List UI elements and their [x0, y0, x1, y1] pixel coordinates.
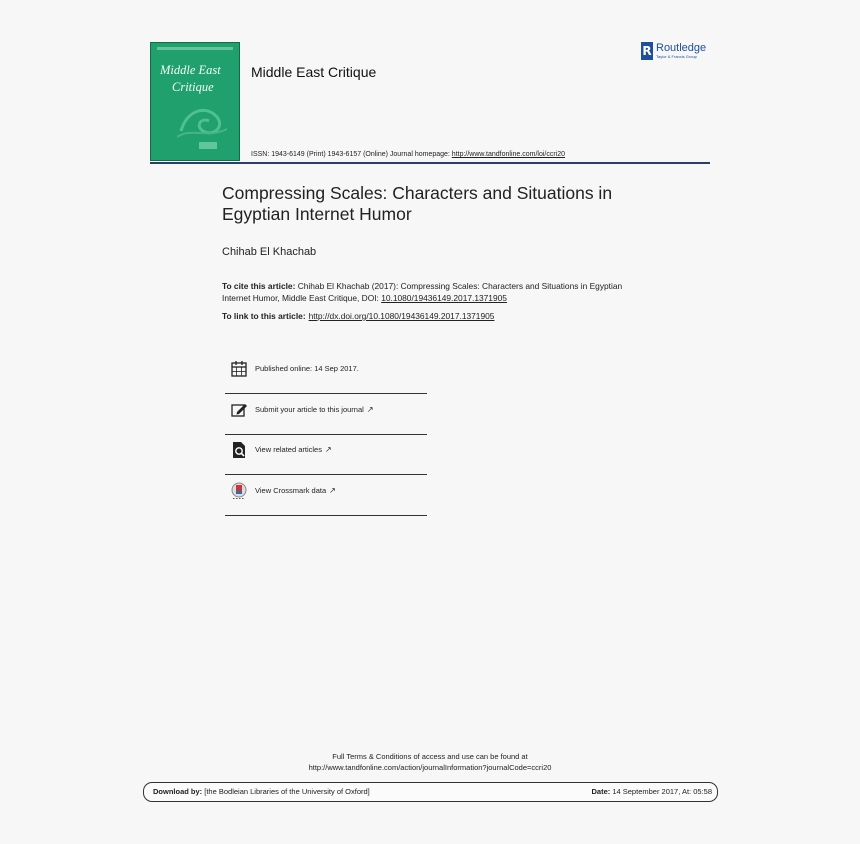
downloaded-value: [the Bodleian Libraries of the University of Oxford] [202, 787, 370, 796]
journal-cover-thumbnail [150, 42, 240, 161]
related-articles-item[interactable] [225, 441, 427, 481]
search-document-icon [230, 441, 248, 459]
cover-title-line2: Critique [172, 80, 214, 94]
article-doi-url[interactable]: http://dx.doi.org/10.1080/19436149.2017.1371905 [308, 311, 495, 321]
crossmark-item[interactable] [225, 482, 427, 522]
calendar-icon [230, 360, 248, 378]
action-divider [225, 474, 427, 475]
date-label: Date: [591, 787, 611, 796]
action-divider [225, 434, 427, 435]
doi-link[interactable]: 10.1080/19436149.2017.1371905 [381, 292, 507, 303]
crossmark-label[interactable] [255, 486, 336, 495]
issn-text: ISSN: 1943-6149 (Print) 1943-6157 (Online) Journal homepage: [251, 151, 452, 158]
external-link-icon: ↗ [324, 445, 332, 454]
crossmark-text: View Crossmark data [255, 486, 327, 495]
terms-line-1: Full Terms & Conditions of access and use can be found at [332, 752, 528, 761]
external-link-icon: ↗ [329, 486, 336, 495]
submit-article-label[interactable] [255, 405, 374, 414]
published-online-item [225, 360, 427, 400]
journal-homepage-link[interactable]: http://www.tandfonline.com/loi/ccri20 [451, 151, 566, 158]
cover-publisher-mark [199, 142, 217, 149]
external-link-icon: ↗ [366, 405, 374, 414]
citation-block [222, 281, 652, 304]
article-link-line [222, 311, 494, 321]
cover-top-band [157, 47, 233, 50]
article-author: Chihab El Khachab [222, 246, 317, 258]
crossmark-icon [230, 482, 248, 500]
related-articles-label[interactable] [255, 445, 332, 454]
issn-line [251, 151, 565, 158]
journal-name[interactable]: Middle East Critique [251, 64, 377, 80]
submit-article-item[interactable] [225, 401, 427, 441]
edit-icon [230, 401, 248, 419]
cover-ornament-icon [177, 101, 229, 141]
cite-text: Chihab El Khachab (2017): Compressing Scales: Characters and Situations in Egyptian Internet Humor, Middle East Critique, DOI: [222, 281, 623, 303]
article-title: Compressing Scales: Characters and Situations in Egyptian Internet Humor [222, 183, 613, 224]
publisher-logo[interactable] [641, 42, 713, 62]
download-date [591, 787, 712, 796]
terms-url[interactable]: http://www.tandfonline.com/action/journalInformation?journalCode=ccri20 [308, 763, 552, 772]
action-divider [225, 515, 427, 516]
downloaded-label: Download by: [153, 787, 203, 796]
published-online-label: Published online: 14 Sep 2017. [255, 364, 359, 373]
cover-title-line1: Middle East [160, 63, 221, 77]
related-articles-text: View related articles [255, 445, 322, 454]
download-info-bar [143, 782, 718, 802]
downloaded-by [153, 787, 370, 796]
date-value: 14 September 2017, At: 05:58 [610, 787, 712, 796]
publisher-name: Routledge [656, 42, 707, 54]
header-divider [150, 162, 710, 164]
cite-label: To cite this article: [222, 281, 296, 291]
routledge-r-icon: R [642, 44, 652, 58]
terms-notice [230, 751, 630, 773]
publisher-subtitle: Taylor & Francis Group [656, 54, 697, 59]
link-label: To link to this article: [222, 311, 306, 321]
submit-article-text: Submit your article to this journal [255, 405, 364, 414]
action-divider [225, 393, 427, 394]
